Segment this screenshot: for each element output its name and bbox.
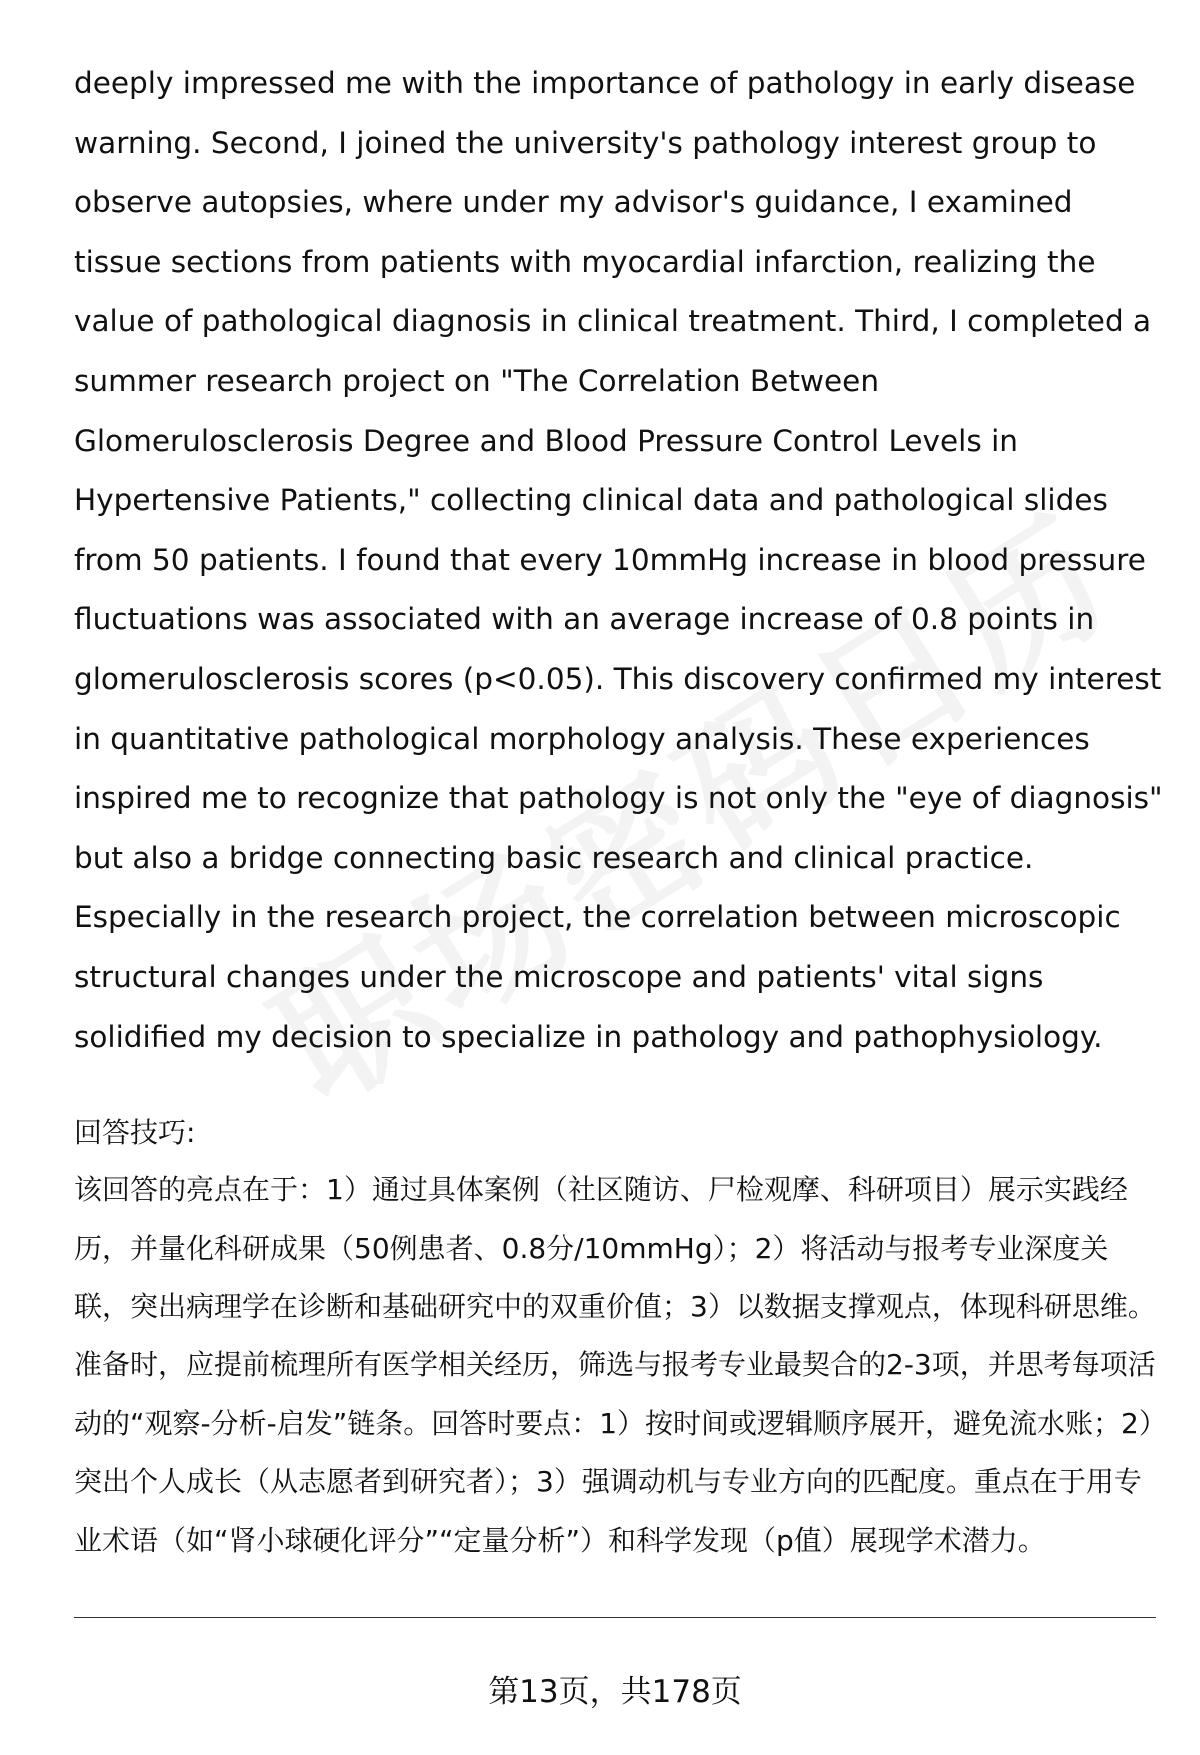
tips-paragraph: 该回答的亮点在于：1）通过具体案例（社区随访、尸检观摩、科研项目）展示实践经历，并量化科研成果（50例患者、0.8分/10mmHg）；2）将活动与报考专业深度关联，突出病理学在诊断和基础研究中的双重价值；3）以数据支撑观点，体现科研思维。准备时，应提前梳理所有医学相关经历，筛选与报考专业最契合的2-3项，并思考每项活动的“观察-分析-启发”链条。回答时要点：1）按时间或逻辑顺序展开，避免流水账；2）突出个人成长（从志愿者到研究者）；3）强调动机与专业方向的匹配度。重点在于用专业术语（如“肾小球硬化评分”“定量分析”）和科学发现（p值）展现学术潜力。 <box>74 1173 1156 1557</box>
page-number: 第13页，共178页 <box>488 1674 742 1710</box>
page-content <box>74 54 1164 1570</box>
tips-heading: 回答技巧: <box>74 1116 196 1150</box>
answer-paragraph: deeply impressed me with the importance of pathology in early disease warning. Second, I joined the university's pathology interest group to observe autopsies, where under my advisor's guidance, I examined tissue sections from patients with myocardial infarction, realizing the value of pathological diagnosis in clinical treatment. Third, I completed a summer research project on "The Correlation Between Glomerulosclerosis Degree and Blood Pressure Control Levels in Hypertensive Patients," collecting clinical data and pathological slides from 50 patients. I found that every 10mmHg increase in blood pressure fluctuations was associated with an average increase of 0.8 points in glomerulosclerosis scores (p<0.05). This discovery confirmed my interest in quantitative pathological morphology analysis. These experiences inspired me to recognize that pathology is not only the "eye of diagnosis" but also a bridge connecting basic research and clinical practice. Especially in the research project, the correlation between microscopic structural changes under the microscope and patients' vital signs solidified my decision to specialize in pathology and pathophysiology. <box>74 66 1163 1054</box>
footer-divider <box>74 1617 1156 1618</box>
